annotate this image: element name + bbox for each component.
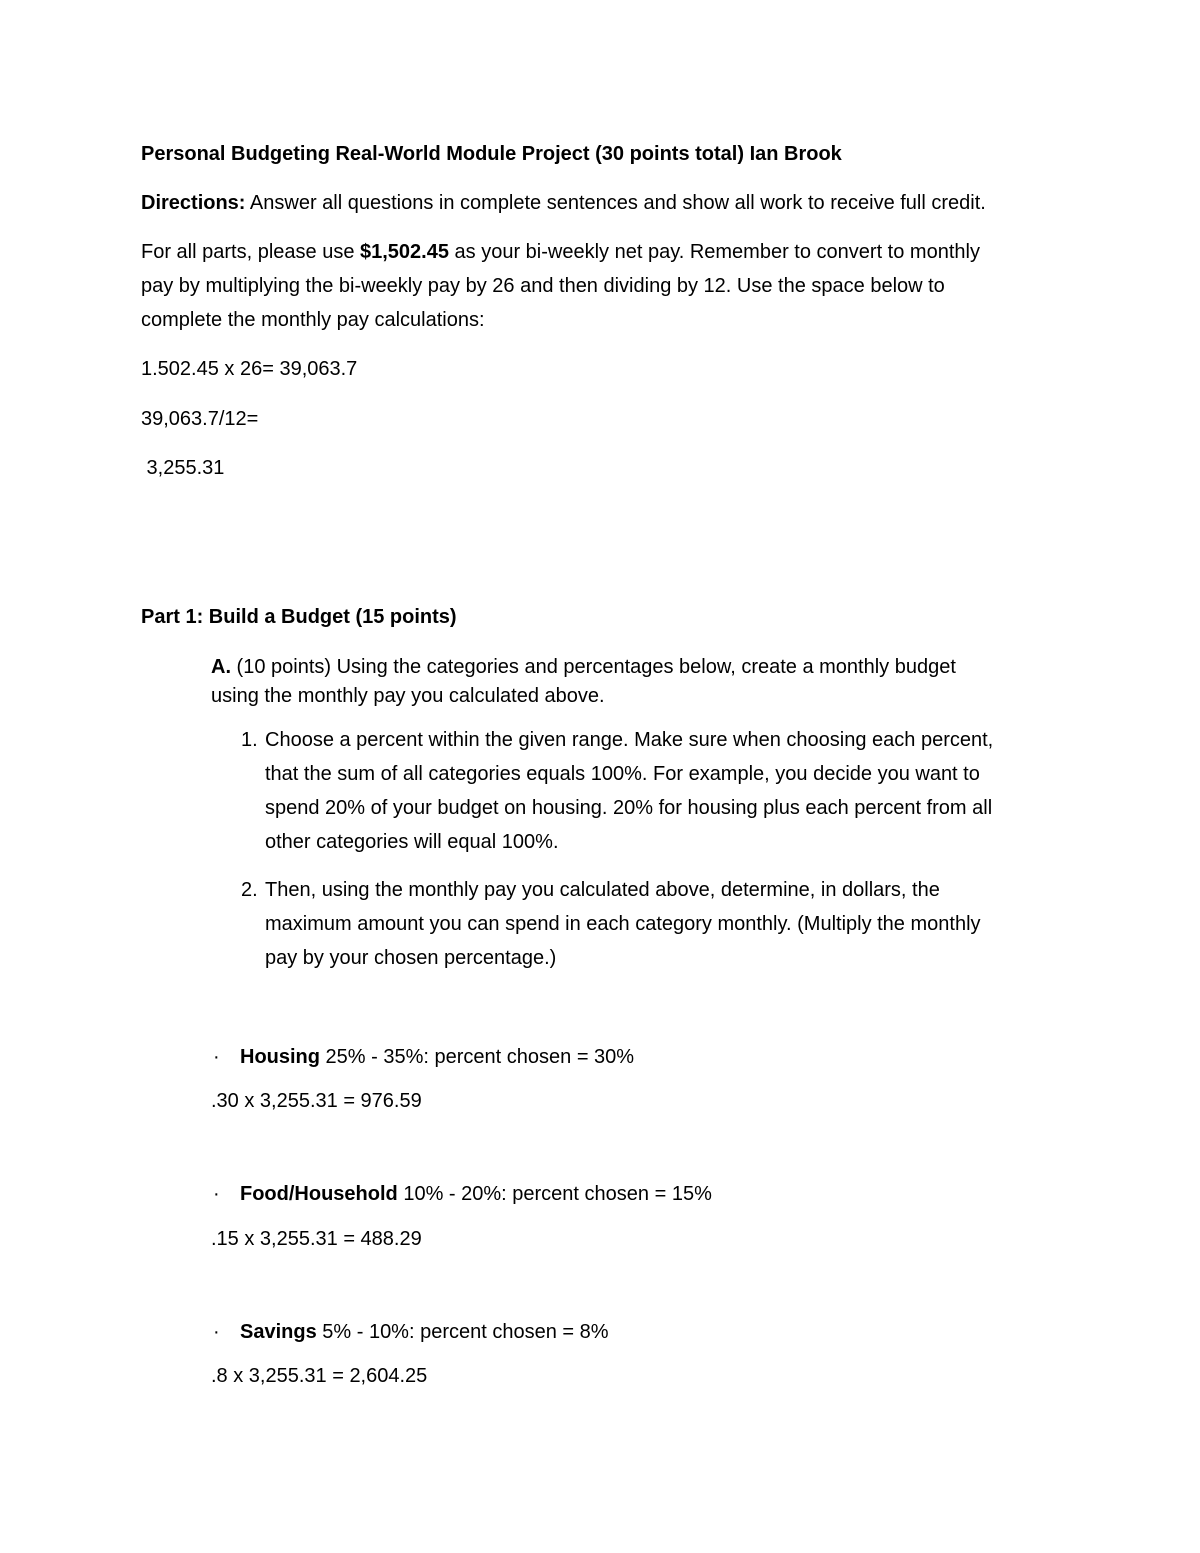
bullet-icon: ·	[213, 1321, 220, 1343]
budget-category-savings	[213, 1320, 609, 1344]
bullet-icon: ·	[213, 1046, 220, 1068]
part1-a-label: A.	[211, 656, 231, 678]
directions-label: Directions:	[141, 192, 246, 214]
calculation-line: 39,063.7/12=	[141, 408, 259, 430]
intro-text-post: as your bi-weekly net pay. Remember to convert to monthly	[448, 241, 980, 263]
intro-line-3: complete the monthly pay calculations:	[141, 309, 485, 331]
calculation-line: 1.502.45 x 26= 39,063.7	[141, 358, 358, 380]
directions-text: Answer all questions in complete sentences and show all work to receive full credit.	[245, 192, 986, 214]
step-number: 2.	[241, 879, 258, 901]
category-name: Savings	[240, 1321, 317, 1343]
document-title: Personal Budgeting Real-World Module Project (30 points total) Ian Brook	[141, 143, 842, 165]
step1-line: Choose a percent within the given range. Make sure when choosing each percent,	[265, 729, 994, 751]
step-number: 1.	[241, 729, 258, 751]
budget-category-food	[213, 1182, 712, 1206]
part1-a-line-1	[211, 655, 956, 679]
budget-category-housing	[213, 1045, 634, 1069]
part1-a-text: (10 points) Using the categories and percentages below, create a monthly budget	[231, 656, 956, 678]
monthly-pay-result: 3,255.31	[141, 457, 225, 479]
step2-line: maximum amount you can spend in each category monthly. (Multiply the monthly	[265, 913, 981, 935]
category-name: Food/Household	[240, 1183, 398, 1205]
budget-calculation-food: .15 x 3,255.31 = 488.29	[211, 1228, 422, 1250]
intro-line-2: pay by multiplying the bi-weekly pay by 26 and then dividing by 12. Use the space below to	[141, 275, 945, 297]
category-range: 5% - 10%: percent chosen = 8%	[316, 1321, 609, 1343]
intro-line-1	[141, 240, 980, 264]
step2-line: pay by your chosen percentage.)	[265, 947, 557, 969]
step1-line: that the sum of all categories equals 100%. For example, you decide you want to	[265, 763, 980, 785]
part1-a-line-2: using the monthly pay you calculated above.	[211, 685, 605, 707]
category-name: Housing	[240, 1046, 320, 1068]
net-pay-amount: $1,502.45	[360, 241, 449, 263]
budget-calculation-housing: .30 x 3,255.31 = 976.59	[211, 1090, 422, 1112]
step1-line: spend 20% of your budget on housing. 20% for housing plus each percent from all	[265, 797, 993, 819]
category-range: 25% - 35%: percent chosen = 30%	[320, 1046, 635, 1068]
part1-heading: Part 1: Build a Budget (15 points)	[141, 606, 457, 628]
budget-calculation-savings: .8 x 3,255.31 = 2,604.25	[211, 1365, 428, 1387]
directions-paragraph	[141, 191, 986, 215]
step1-line: other categories will equal 100%.	[265, 831, 559, 853]
category-range: 10% - 20%: percent chosen = 15%	[397, 1183, 712, 1205]
bullet-icon: ·	[213, 1183, 220, 1205]
intro-text-pre: For all parts, please use	[141, 241, 360, 263]
step2-line: Then, using the monthly pay you calculated above, determine, in dollars, the	[265, 879, 940, 901]
